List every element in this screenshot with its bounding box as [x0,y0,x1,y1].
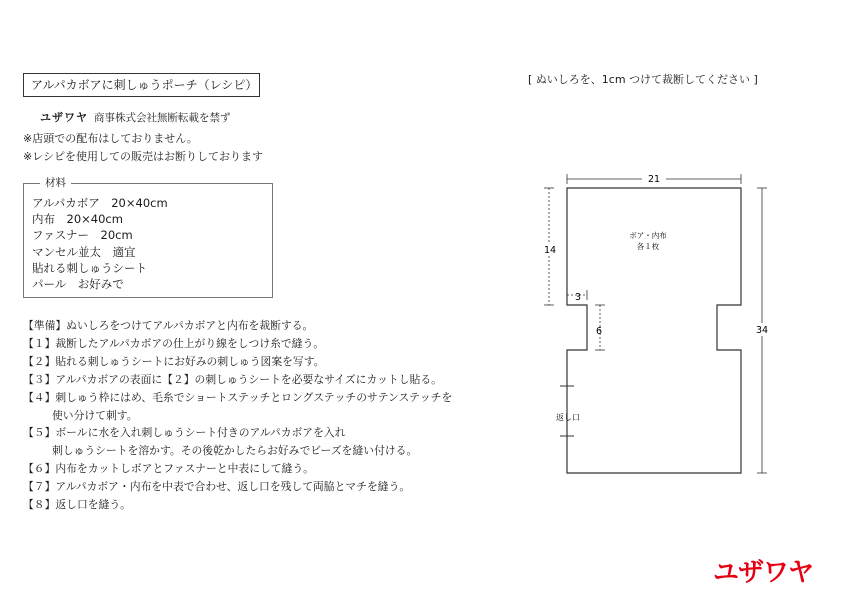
pattern-piece-label: ボア・内布 [629,231,667,240]
material-item: マンセル並太 適宜 [32,244,136,259]
step-5: 【５】ボールに水を入れ刺しゅうシート付きのアルパカボアを入れ [23,426,346,440]
materials-list [32,195,168,292]
step-7: 【７】アルパカボア・内布を中表で合わせ、返し口を残して両脇とマチを縫う。 [23,480,411,494]
opening-label: 返し口 [556,413,580,422]
pattern-diagram [540,168,780,483]
yuzawaya-logo [713,555,825,587]
copyright-text: 商事株式会社無断転載を禁ず [94,112,231,124]
step-3: 【３】アルパカボアの表面に【２】の刺しゅうシートを必要なサイズにカットし貼る。 [23,372,442,386]
recipe-title: アルパカボアに刺しゅうポーチ（レシピ） [23,73,260,97]
seam-allowance-instruction: [ ぬいしろを、1cm つけて裁断してください ] [528,73,758,86]
step-2: 【２】貼れる刺しゅうシートにお好みの刺しゅう図案を写す。 [23,354,325,368]
material-item: 内布 20×40cm [32,212,123,227]
brand-logo-small: ユザワヤ [40,111,88,124]
footer-logo-text: ユザワヤ [713,558,814,587]
step-prep: 【準備】ぬいしろをつけてアルパカボアと内布を裁断する。 [23,319,314,332]
step-8: 【８】返し口を縫う。 [23,498,131,512]
height-label: 34 [755,325,769,336]
step-4: 【４】刺しゅう枠にはめ、毛糸でショートステッチとロングステッチのサテンステッチを [23,390,453,404]
step-4-cont: 使い分けて刺す。 [52,408,138,422]
steps-list [23,317,452,514]
notch-width-label: 3 [574,292,582,303]
notch-height-label: 6 [596,326,603,337]
material-item: アルパカボア 20×40cm [32,196,168,210]
top-height-label: 14 [543,245,557,256]
copyright-line [40,109,231,125]
step-5-cont: 刺しゅうシートを溶かす。その後乾かしたらお好みでビーズを縫い付ける。 [52,444,418,458]
step-6: 【６】内布をカットしボアとファスナーと中表にして縫う。 [23,462,314,476]
pattern-quantity-label: 各１枚 [636,242,660,251]
step-1: 【１】裁断したアルパカボアの仕上がり線をしつけ糸で縫う。 [23,336,325,350]
materials-heading: 材料 [40,175,71,190]
material-item: ファスナー 20cm [32,228,133,243]
note-no-distribution: ※店頭での配布はしておりません。 [23,132,198,145]
material-item: パール お好みで [32,277,124,292]
material-item: 貼れる刺しゅうシート [32,260,147,275]
note-no-sale: ※レシピを使用しての販売はお断りしております [23,150,263,163]
width-label: 21 [647,174,661,185]
